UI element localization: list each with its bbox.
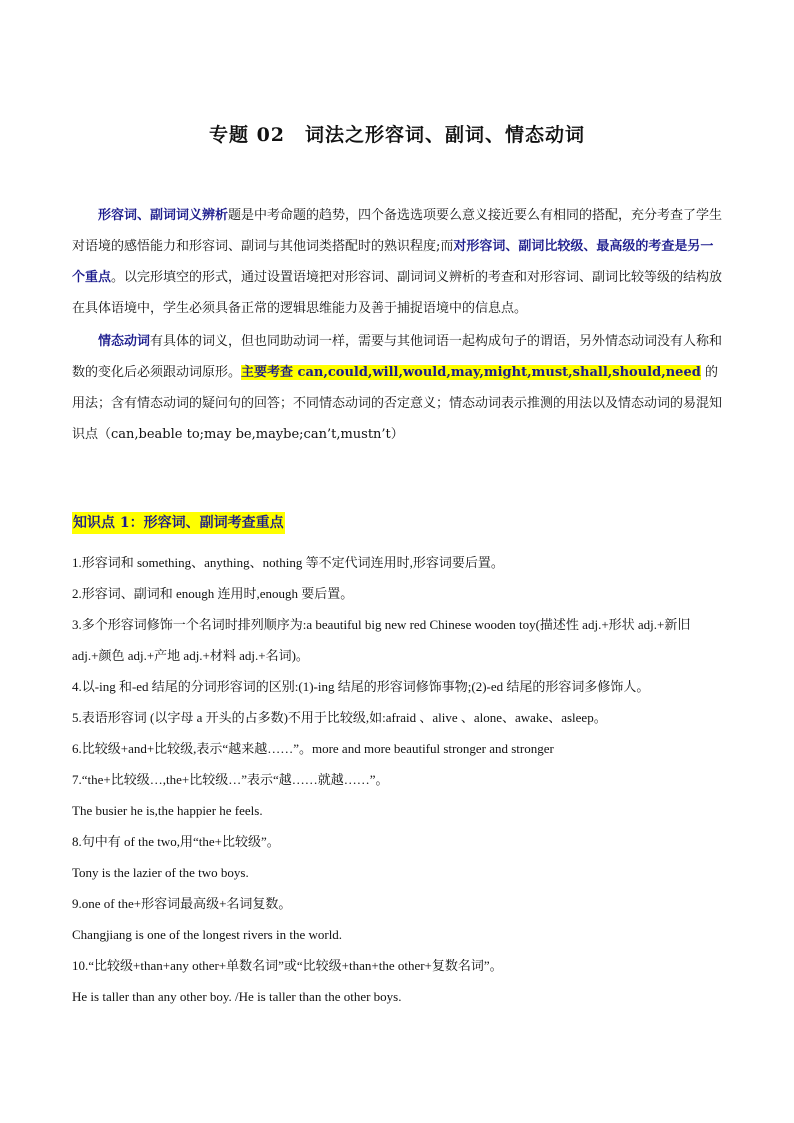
example-sentence: The busier he is,the happier he feels.: [72, 803, 263, 818]
example-sentence: Tony is the lazier of the two boys.: [72, 865, 249, 880]
keyword-adj-adv-meaning: 形容词、副词词义辨析: [98, 208, 229, 223]
list-item: 4.以-ing 和-ed 结尾的分词形容词的区别:(1)-ing 结尾的形容词修饰事物;(2)-ed 结尾的形容词多修饰人。: [72, 679, 650, 694]
intro-text: 。以完形填空的形式，通过设置语境把对形容词、副词词义辨析的考查和对形容词、副词比较等级的结构放在具体语境中，学生必须具备正常的逻辑思维能力及善于捕捉语境中的信息点。: [72, 270, 723, 316]
list-item: 7.“the+比较级…,the+比较级…”表示“越……就越……”。: [72, 772, 389, 787]
list-item: 2.形容词、副词和 enough 连用时,enough 要后置。: [72, 586, 354, 601]
intro-paragraph-modals: [72, 326, 724, 450]
list-item: 9.one of the+形容词最高级+名词复数。: [72, 896, 292, 911]
highlight-main-exam-points: 主要考查 can,could,will,would,may,might,must,shall,should,need: [241, 365, 701, 380]
intro-paragraph-adjectives: [72, 200, 724, 324]
list-item: 8.句中有 of the two,用“the+比较级”。: [72, 834, 280, 849]
keyword-comparative-focus: 对形容词、副词比较级、最高级的考查是另一个重点: [72, 239, 714, 285]
knowledge-points-list: [72, 547, 724, 1012]
intro-text: 有具体的词义，但也同助动词一样，需要与其他词语一起构成句子的谓语，另外情态动词没有人称和数的变化后必须跟动词原形。: [72, 334, 723, 380]
keyword-modal-verbs: 情态动词: [98, 334, 151, 349]
example-sentence: Changjiang is one of the longest rivers in the world.: [72, 927, 343, 942]
list-item: 5.表语形容词 (以字母 a 开头的占多数)不用于比较级,如:afraid 、alive 、alone、awake、asleep。: [72, 710, 607, 725]
intro-text: 的用法；含有情态动词的疑问句的回答；不同情态动词的否定意义；情态动词表示推测的用法以及情态动词的易混知识点（can,beable to;may be,maybe;can’t,mustn’t）: [72, 365, 723, 442]
example-sentence: He is taller than any other boy. /He is taller than the other boys.: [72, 989, 402, 1004]
page-title: 专题 02 词法之形容词、副词、情态动词: [208, 124, 586, 146]
intro-text: 题是中考命题的趋势，四个备选选项要么意义接近要么有相同的搭配，充分考查了学生对语境的感悟能力和形容词、副词与其他词类搭配时的熟识程度;而: [72, 208, 723, 254]
list-item: 3.多个形容词修饰一个名词时排列顺序为:a beautiful big new red Chinese wooden toy(描述性 adj.+形状 adj.+新旧 adj.+颜色 adj.+产地 adj.+材料 adj.+名词)。: [72, 617, 691, 663]
list-item: 10.“比较级+than+any other+单数名词”或“比较级+than+the other+复数名词”。: [72, 958, 503, 973]
section-heading: 知识点 1：形容词、副词考查重点: [72, 512, 285, 534]
list-item: 1.形容词和 something、anything、nothing 等不定代词连用时,形容词要后置。: [72, 555, 504, 570]
list-item: 6.比较级+and+比较级,表示“越来越……”。more and more beautiful stronger and stronger: [72, 741, 554, 756]
